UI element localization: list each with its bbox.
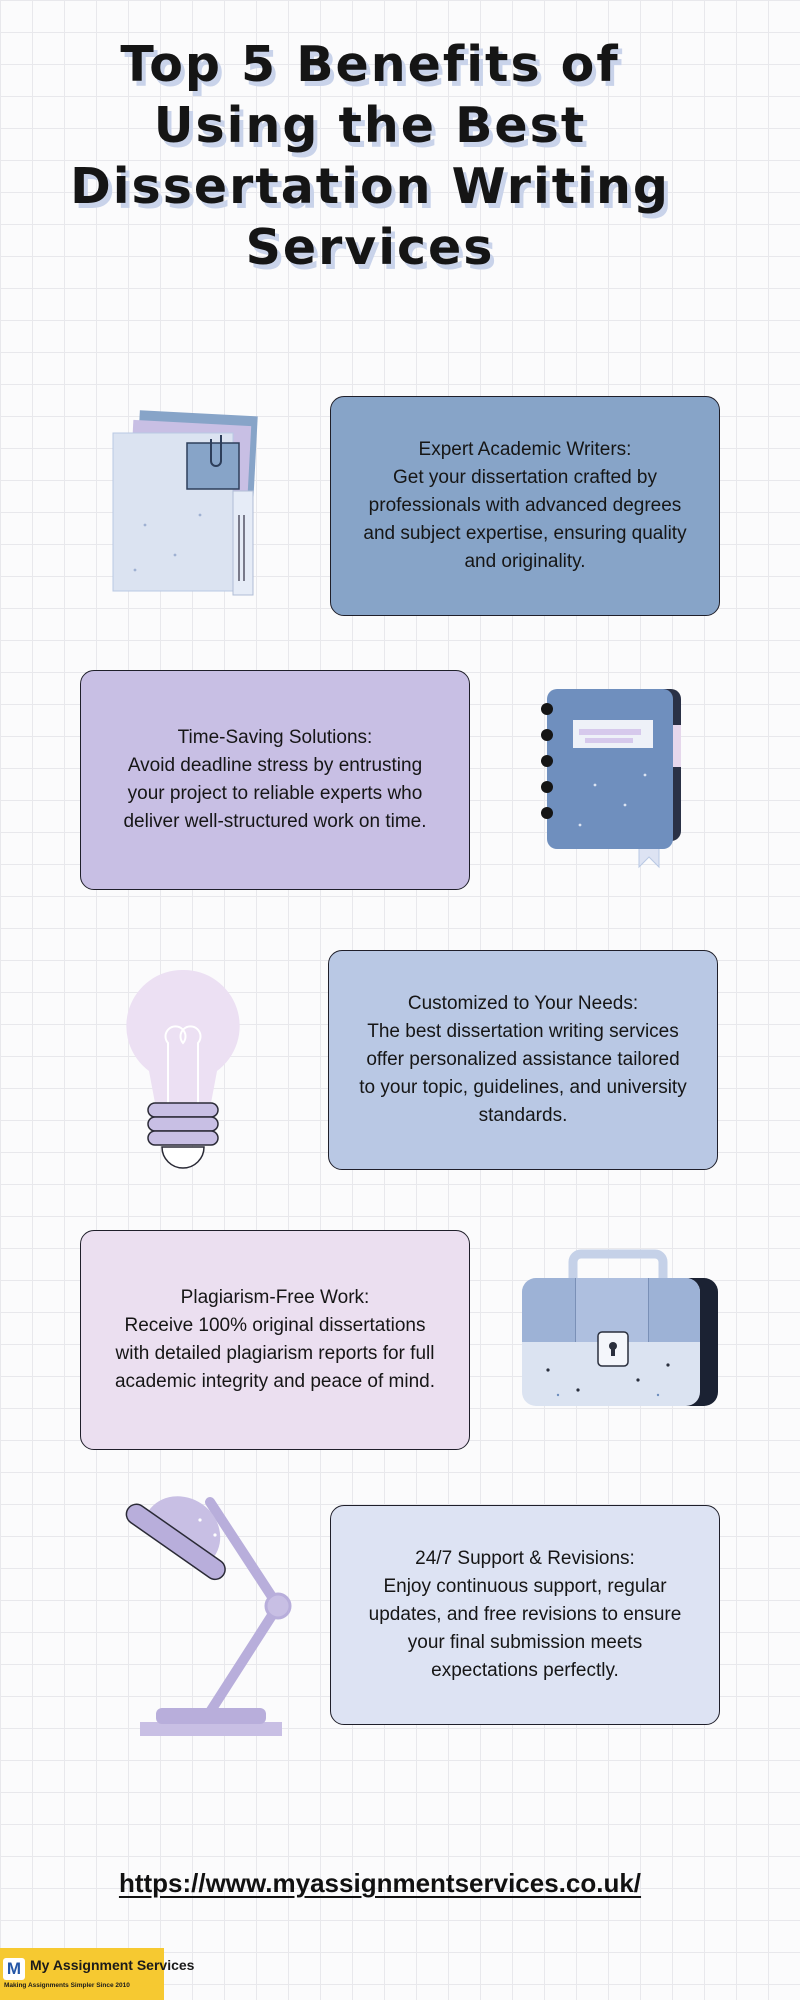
- benefit-text: Avoid deadline stress by entrusting your project to reliable experts who deliver well-structured work on time.: [123, 755, 427, 832]
- benefit-heading: Time-Saving Solutions:: [177, 727, 373, 748]
- page-title: Top 5 Benefits of Using the Best Dissertation Writing Services: [70, 36, 670, 276]
- website-link[interactable]: https://www.myassignmentservices.co.uk/: [118, 1868, 642, 1898]
- benefit-heading: Plagiarism-Free Work:: [180, 1287, 370, 1308]
- lightbulb-icon: [118, 965, 248, 1180]
- notebook-icon: [535, 685, 685, 875]
- benefit-heading: 24/7 Support & Revisions:: [415, 1548, 635, 1569]
- benefit-card-time-saving: [80, 670, 470, 890]
- logo-mark: M: [3, 1958, 25, 1980]
- logo-name: My Assignment Services: [30, 1957, 195, 1973]
- benefit-card-expert-writers: [330, 396, 720, 616]
- logo-tagline: Making Assignments Simpler Since 2010: [4, 1982, 130, 1989]
- benefit-card-plagiarism-free: [80, 1230, 470, 1450]
- benefit-heading: Customized to Your Needs:: [407, 993, 639, 1014]
- benefit-text: Get your dissertation crafted by professionals with advanced degrees and subject expertise, ensuring quality and originality.: [363, 467, 687, 572]
- company-logo[interactable]: [0, 1948, 195, 2000]
- papers-clip-icon: [105, 405, 275, 605]
- benefit-card-support-revisions: [330, 1505, 720, 1725]
- briefcase-icon: [518, 1240, 723, 1415]
- benefit-text: Enjoy continuous support, regular updates, and free revisions to ensure your final submission meets expectations perfectly.: [368, 1576, 682, 1681]
- benefit-heading: Expert Academic Writers:: [418, 439, 632, 460]
- desk-lamp-icon: [90, 1490, 310, 1740]
- benefit-card-customized: [328, 950, 718, 1170]
- benefit-text: The best dissertation writing services offer personalized assistance tailored to your topic, guidelines, and university standards.: [359, 1021, 687, 1126]
- benefit-text: Receive 100% original dissertations with detailed plagiarism reports for full academic integrity and peace of mind.: [114, 1315, 435, 1392]
